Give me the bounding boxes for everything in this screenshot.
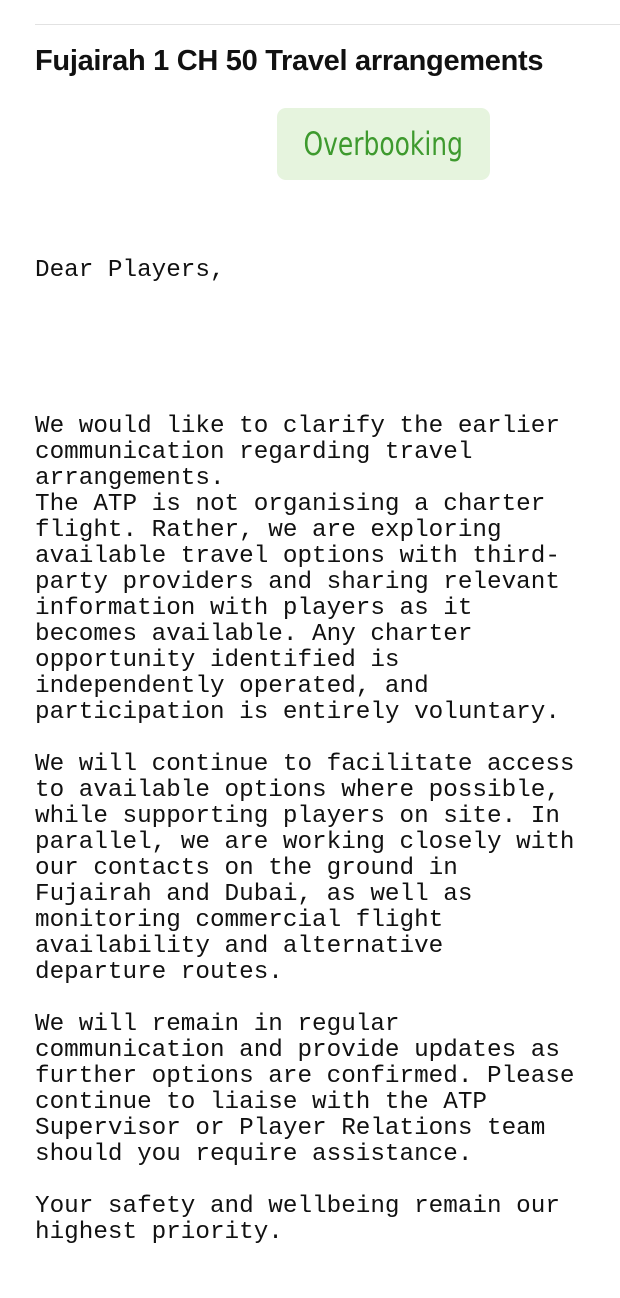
body-line: highest priority. xyxy=(35,1219,283,1246)
top-divider xyxy=(35,24,620,25)
body-line: further options are confirmed. Please xyxy=(35,1063,575,1090)
body-line: party providers and sharing relevant xyxy=(35,569,560,596)
message-paragraph xyxy=(35,752,610,986)
message-paragraph xyxy=(35,414,610,726)
body-line: The ATP is not organising a charter xyxy=(35,491,546,518)
body-line: to available options where possible, xyxy=(35,777,560,804)
body-line: monitoring commercial flight xyxy=(35,907,444,934)
body-line: independently operated, and xyxy=(35,673,429,700)
body-line: flight. Rather, we are exploring xyxy=(35,517,502,544)
body-line: departure routes. xyxy=(35,959,283,986)
body-line: We will continue to facilitate access xyxy=(35,751,575,778)
message-paragraph xyxy=(35,1194,610,1246)
body-line: availability and alternative xyxy=(35,933,444,960)
paragraphs xyxy=(35,414,610,1246)
message-paragraph xyxy=(35,1012,610,1168)
body-line: communication and provide updates as xyxy=(35,1037,560,1064)
message-title: Fujairah 1 CH 50 Travel arrangements xyxy=(35,45,544,77)
body-line: Fujairah and Dubai, as well as xyxy=(35,881,473,908)
body-line: We would like to clarify the earlier xyxy=(35,413,560,440)
body-line: Your safety and wellbeing remain our xyxy=(35,1193,560,1220)
body-line: continue to liaise with the ATP xyxy=(35,1089,487,1116)
body-line: We will remain in regular xyxy=(35,1011,400,1038)
tag-label: Overbooking xyxy=(303,125,464,163)
body-line: parallel, we are working closely with xyxy=(35,829,575,856)
greeting xyxy=(35,206,610,336)
body-line: opportunity identified is xyxy=(35,647,400,674)
body-line: while supporting players on site. In xyxy=(35,803,560,830)
body-line: Supervisor or Player Relations team xyxy=(35,1115,546,1142)
message-body xyxy=(35,154,610,1298)
body-line: participation is entirely voluntary. xyxy=(35,699,560,726)
body-line: our contacts on the ground in xyxy=(35,855,458,882)
body-line: Dear Players, xyxy=(35,257,225,284)
body-line: information with players as it xyxy=(35,595,473,622)
body-line: communication regarding travel xyxy=(35,439,473,466)
body-line: arrangements. xyxy=(35,465,225,492)
body-line: becomes available. Any charter xyxy=(35,621,473,648)
body-line: should you require assistance. xyxy=(35,1141,473,1168)
body-line: available travel options with third- xyxy=(35,543,560,570)
